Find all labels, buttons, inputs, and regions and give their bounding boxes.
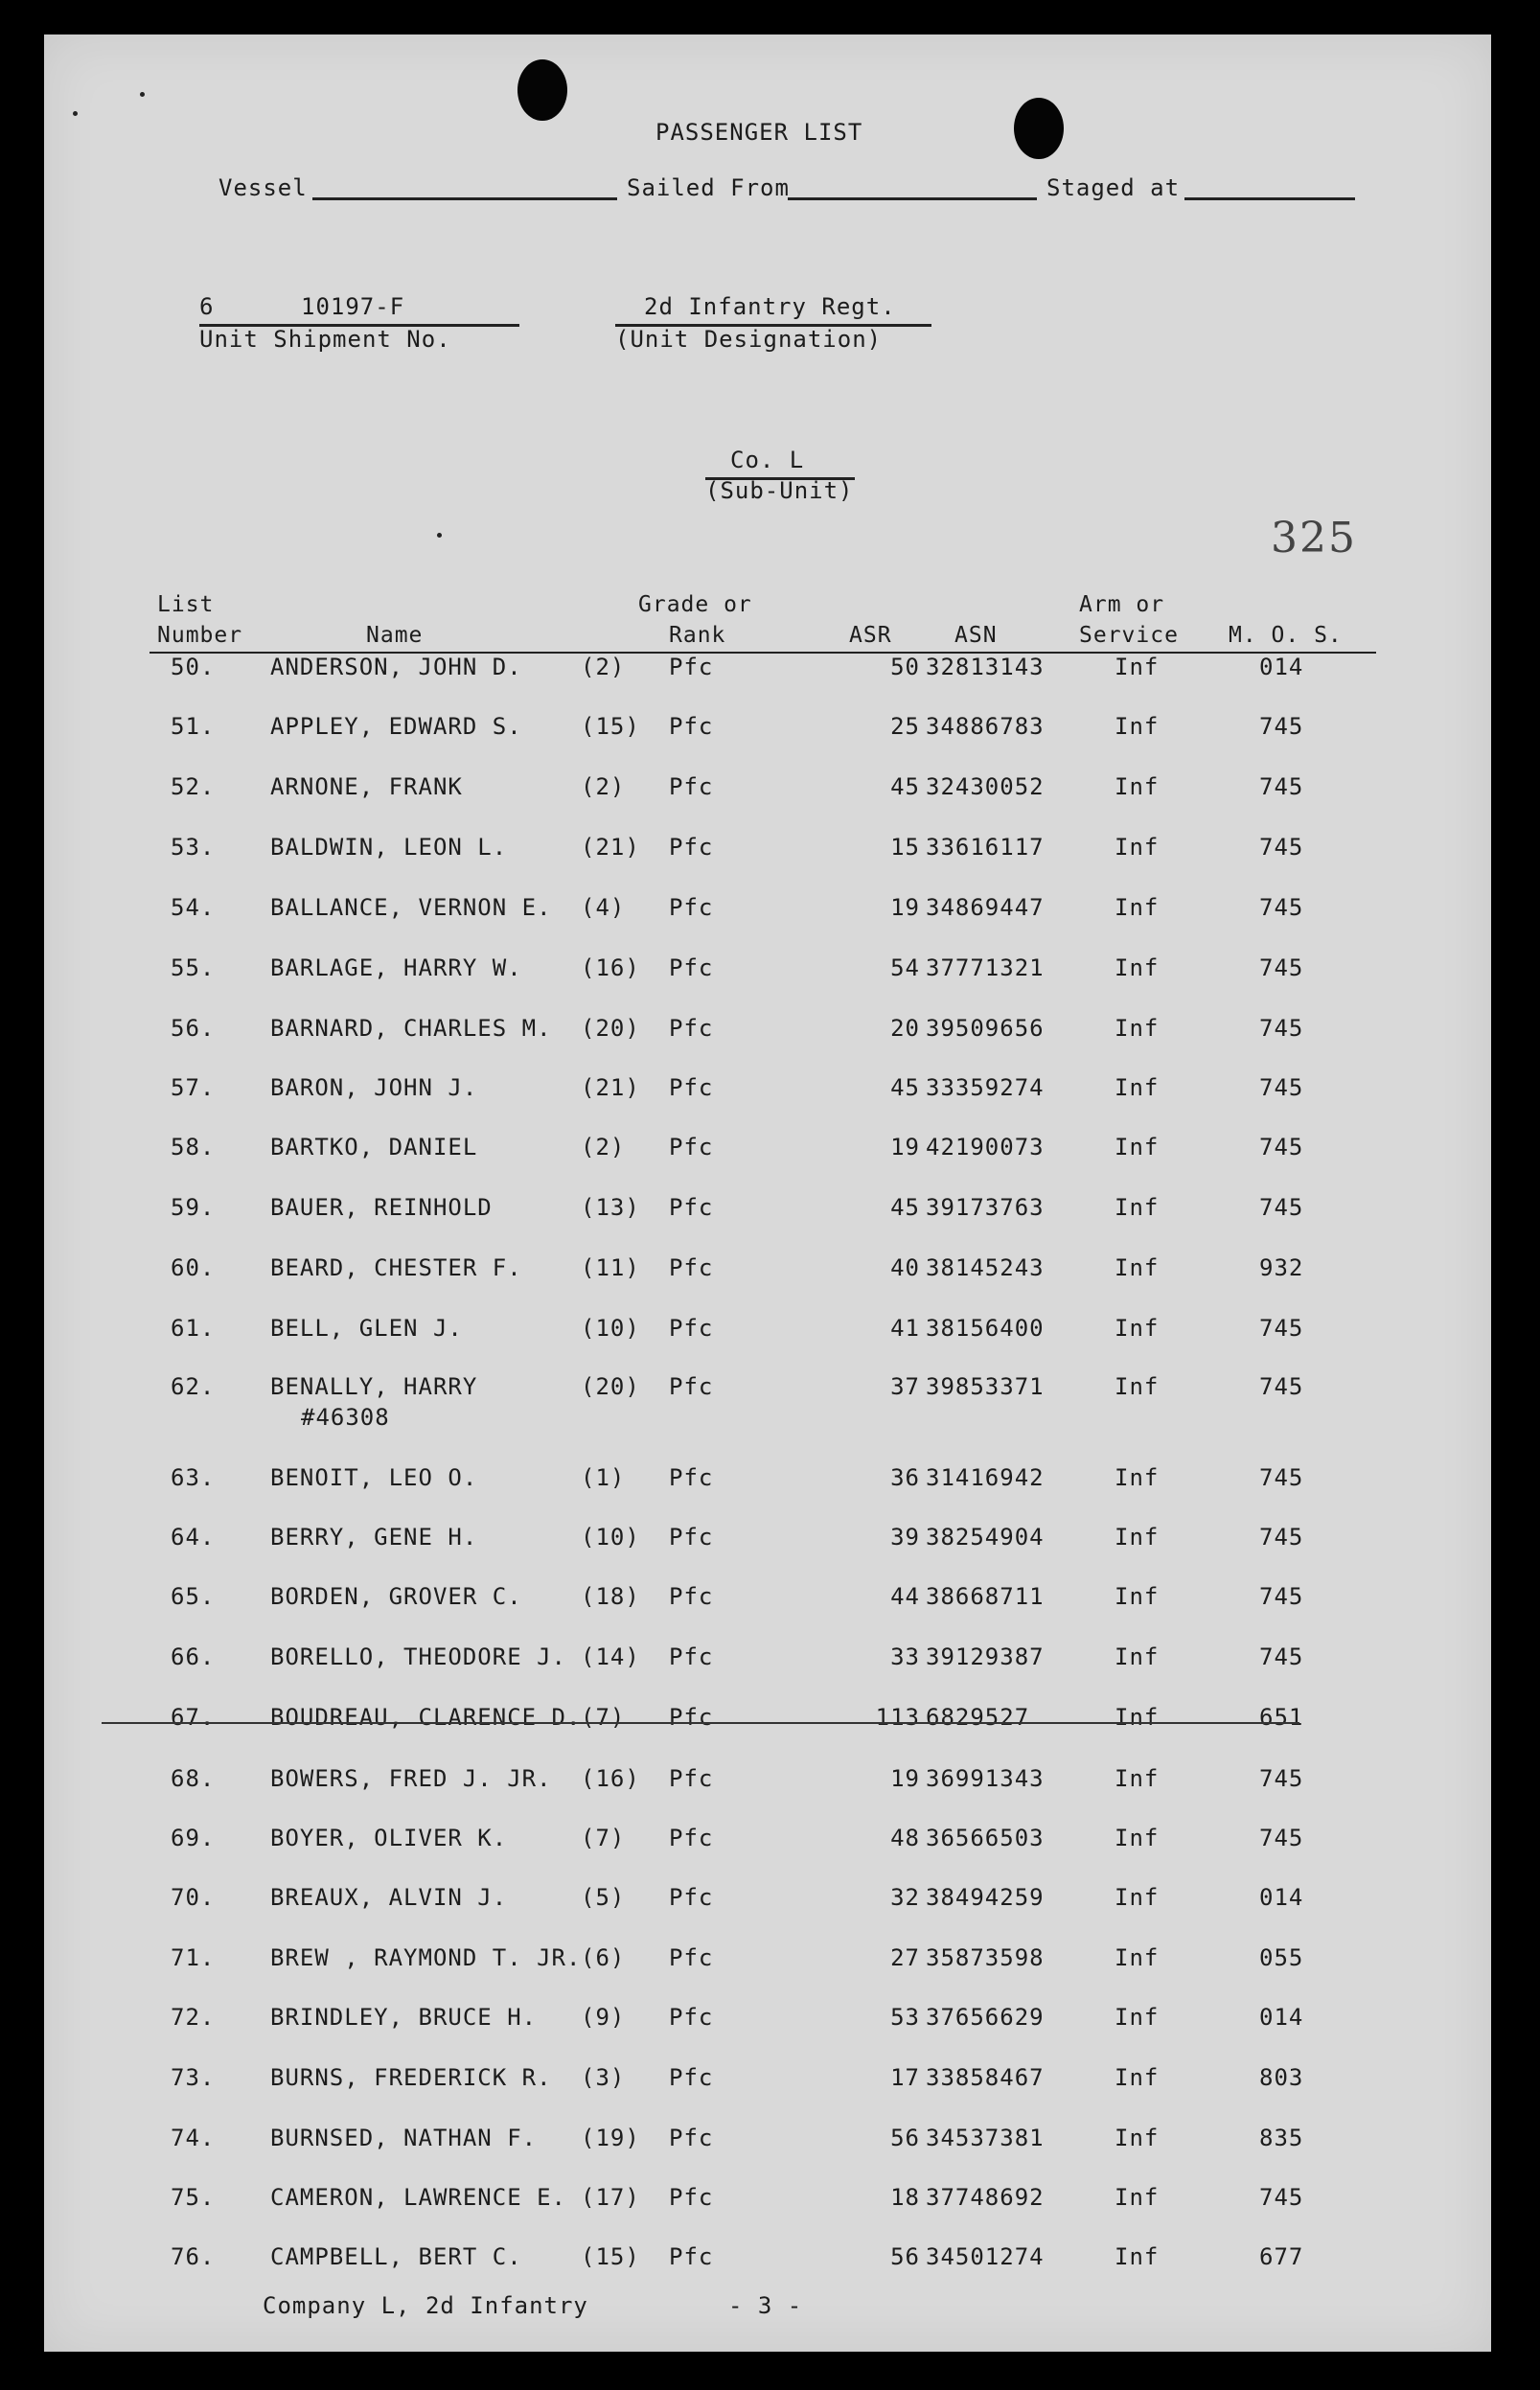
grade-code: (17) (581, 2184, 640, 2211)
mos-code: 745 (1259, 954, 1304, 981)
document-page (44, 34, 1491, 2352)
passenger-name: ANDERSON, JOHN D. (270, 654, 522, 680)
table-row (44, 1194, 1491, 1232)
col-header-list-1: List (157, 592, 215, 617)
grade-code: (6) (581, 1944, 626, 1971)
passenger-name: BELL, GLEN J. (270, 1315, 463, 1342)
asr-value: 44 (890, 1583, 920, 1610)
mos-code: 014 (1259, 2004, 1304, 2031)
passenger-name: BEARD, CHESTER F. (270, 1254, 522, 1281)
mos-code: 055 (1259, 1944, 1304, 1971)
grade-rank: Pfc (669, 1524, 714, 1551)
list-number: 52. (171, 773, 216, 800)
col-header-mos: M. O. S. (1229, 623, 1343, 648)
mos-code: 745 (1259, 1134, 1304, 1161)
asr-value: 20 (890, 1015, 920, 1042)
passenger-name: BOWERS, FRED J. JR. (270, 1765, 552, 1792)
mos-code: 745 (1259, 1464, 1304, 1491)
list-number: 65. (171, 1583, 216, 1610)
arm-service: Inf (1115, 954, 1160, 981)
passenger-name: BENOIT, LEO O. (270, 1464, 478, 1491)
passenger-name: BORDEN, GROVER C. (270, 1583, 522, 1610)
list-number: 55. (171, 954, 216, 981)
staged-at-line (1184, 197, 1355, 200)
asn-value: 32813143 (926, 654, 1045, 680)
grade-code: (7) (581, 1825, 626, 1851)
passenger-name: BURNSED, NATHAN F. (270, 2125, 538, 2151)
grade-code: (21) (581, 1074, 640, 1101)
arm-service: Inf (1115, 1373, 1160, 1400)
grade-rank: Pfc (669, 1373, 714, 1400)
col-header-asn: ASN (954, 623, 998, 648)
grade-rank: Pfc (669, 834, 714, 861)
grade-rank: Pfc (669, 1254, 714, 1281)
grade-rank: Pfc (669, 1015, 714, 1042)
grade-code: (16) (581, 954, 640, 981)
mos-code: 745 (1259, 1583, 1304, 1610)
list-number: 62. (171, 1373, 216, 1400)
asr-value: 37 (890, 1373, 920, 1400)
mos-code: 745 (1259, 834, 1304, 861)
list-number: 69. (171, 1825, 216, 1851)
asr-value: 25 (890, 713, 920, 740)
passenger-name: CAMERON, LAWRENCE E. (270, 2184, 566, 2211)
asr-value: 18 (890, 2184, 920, 2211)
list-number: 66. (171, 1643, 216, 1670)
asn-value: 33359274 (926, 1074, 1045, 1101)
grade-code: (16) (581, 1765, 640, 1792)
table-row (44, 2184, 1491, 2222)
col-header-grade-1: Grade or (638, 592, 752, 617)
arm-service: Inf (1115, 1015, 1160, 1042)
asr-value: 45 (890, 1194, 920, 1221)
unit-shipment-value: 10197-F (301, 293, 405, 320)
mos-code: 745 (1259, 1373, 1304, 1400)
strikethrough-line (102, 1722, 1299, 1724)
list-number: 71. (171, 1944, 216, 1971)
grade-rank: Pfc (669, 2004, 714, 2031)
grade-code: (9) (581, 2004, 626, 2031)
table-row (44, 773, 1491, 812)
mos-code: 745 (1259, 1643, 1304, 1670)
table-row (44, 1704, 1491, 1742)
asn-value: 31416942 (926, 1464, 1045, 1491)
grade-code: (21) (581, 834, 640, 861)
asn-value: 6829527 (926, 1704, 1030, 1731)
arm-service: Inf (1115, 1884, 1160, 1911)
passenger-name: BERRY, GENE H. (270, 1524, 478, 1551)
grade-rank: Pfc (669, 1704, 714, 1731)
unit-shipment-label: Unit Shipment No. (199, 326, 451, 353)
asn-value: 32430052 (926, 773, 1045, 800)
speck (437, 533, 442, 538)
passenger-note: #46308 (301, 1404, 390, 1431)
asn-value: 37656629 (926, 2004, 1045, 2031)
asn-value: 38494259 (926, 1884, 1045, 1911)
table-row (44, 954, 1491, 993)
grade-code: (2) (581, 654, 626, 680)
mos-code: 745 (1259, 1194, 1304, 1221)
col-header-arm-1: Arm or (1079, 592, 1165, 617)
asn-value: 38145243 (926, 1254, 1045, 1281)
passenger-name: BOUDREAU, CLARENCE D. (270, 1704, 582, 1731)
asn-value: 33858467 (926, 2064, 1045, 2091)
page-stamp-number: 325 (1271, 514, 1357, 563)
speck (140, 92, 145, 97)
arm-service: Inf (1115, 773, 1160, 800)
passenger-name: BENALLY, HARRY (270, 1373, 478, 1400)
grade-code: (15) (581, 2243, 640, 2270)
asn-value: 39853371 (926, 1373, 1045, 1400)
table-row (44, 1015, 1491, 1053)
unit-designation-label: (Unit Designation) (615, 326, 883, 353)
asr-value: 48 (890, 1825, 920, 1851)
table-row (44, 894, 1491, 932)
passenger-name: BALLANCE, VERNON E. (270, 894, 552, 921)
asn-value: 38156400 (926, 1315, 1045, 1342)
list-number: 59. (171, 1194, 216, 1221)
mos-code: 932 (1259, 1254, 1304, 1281)
asn-value: 34869447 (926, 894, 1045, 921)
asn-value: 39509656 (926, 1015, 1045, 1042)
arm-service: Inf (1115, 1134, 1160, 1161)
asn-value: 34501274 (926, 2243, 1045, 2270)
grade-rank: Pfc (669, 1884, 714, 1911)
arm-service: Inf (1115, 1825, 1160, 1851)
table-row (44, 1944, 1491, 1983)
grade-rank: Pfc (669, 2125, 714, 2151)
asr-value: 50 (890, 654, 920, 680)
grade-code: (18) (581, 1583, 640, 1610)
mos-code: 677 (1259, 2243, 1304, 2270)
list-number: 50. (171, 654, 216, 680)
mos-code: 745 (1259, 1315, 1304, 1342)
passenger-name: BREAUX, ALVIN J. (270, 1884, 508, 1911)
arm-service: Inf (1115, 1944, 1160, 1971)
grade-code: (10) (581, 1524, 640, 1551)
table-row (44, 1134, 1491, 1172)
passenger-name: APPLEY, EDWARD S. (270, 713, 522, 740)
asn-value: 38254904 (926, 1524, 1045, 1551)
list-number: 73. (171, 2064, 216, 2091)
unit-shipment-prefix: 6 (199, 293, 215, 320)
grade-code: (4) (581, 894, 626, 921)
list-number: 56. (171, 1015, 216, 1042)
table-row (44, 1884, 1491, 1922)
asr-value: 45 (890, 1074, 920, 1101)
asn-value: 42190073 (926, 1134, 1045, 1161)
asr-value: 19 (890, 1134, 920, 1161)
grade-rank: Pfc (669, 713, 714, 740)
list-number: 74. (171, 2125, 216, 2151)
grade-rank: Pfc (669, 1315, 714, 1342)
list-number: 60. (171, 1254, 216, 1281)
grade-code: (1) (581, 1464, 626, 1491)
passenger-name: BORELLO, THEODORE J. (270, 1643, 566, 1670)
asr-value: 53 (890, 2004, 920, 2031)
passenger-name: BARON, JOHN J. (270, 1074, 478, 1101)
table-row (44, 2064, 1491, 2103)
table-row (44, 1583, 1491, 1621)
asn-value: 34537381 (926, 2125, 1045, 2151)
asr-value: 56 (890, 2125, 920, 2151)
mos-code: 745 (1259, 1015, 1304, 1042)
arm-service: Inf (1115, 894, 1160, 921)
table-row (44, 1254, 1491, 1293)
mos-code: 014 (1259, 654, 1304, 680)
col-header-list-2: Number (157, 623, 243, 648)
passenger-name: BOYER, OLIVER K. (270, 1825, 508, 1851)
asn-value: 39173763 (926, 1194, 1045, 1221)
mos-code: 745 (1259, 1524, 1304, 1551)
grade-code: (10) (581, 1315, 640, 1342)
passenger-name: CAMPBELL, BERT C. (270, 2243, 522, 2270)
grade-code: (13) (581, 1194, 640, 1221)
asr-value: 36 (890, 1464, 920, 1491)
list-number: 64. (171, 1524, 216, 1551)
asn-value: 33616117 (926, 834, 1045, 861)
arm-service: Inf (1115, 834, 1160, 861)
asn-value: 36566503 (926, 1825, 1045, 1851)
asr-value: 27 (890, 1944, 920, 1971)
table-row (44, 1074, 1491, 1113)
table-row (44, 1373, 1491, 1431)
list-number: 54. (171, 894, 216, 921)
unit-designation-value: 2d Infantry Regt. (644, 293, 896, 320)
punch-hole (517, 59, 567, 121)
list-number: 75. (171, 2184, 216, 2211)
col-header-grade-2: Rank (669, 623, 726, 648)
arm-service: Inf (1115, 654, 1160, 680)
staged-at-label: Staged at (1046, 174, 1181, 201)
grade-rank: Pfc (669, 2243, 714, 2270)
table-row (44, 2004, 1491, 2042)
asr-value: 45 (890, 773, 920, 800)
table-row (44, 2125, 1491, 2163)
list-number: 51. (171, 713, 216, 740)
mos-code: 745 (1259, 713, 1304, 740)
grade-rank: Pfc (669, 954, 714, 981)
arm-service: Inf (1115, 2243, 1160, 2270)
passenger-name: BREW , RAYMOND T. JR. (270, 1944, 582, 1971)
mos-code: 835 (1259, 2125, 1304, 2151)
grade-code: (14) (581, 1643, 640, 1670)
grade-rank: Pfc (669, 1643, 714, 1670)
arm-service: Inf (1115, 2064, 1160, 2091)
sub-unit-value: Co. L (730, 447, 805, 473)
grade-code: (5) (581, 1884, 626, 1911)
asr-value: 19 (890, 1765, 920, 1792)
grade-code: (20) (581, 1015, 640, 1042)
footer-unit: Company L, 2d Infantry (263, 2292, 588, 2319)
grade-code: (7) (581, 1704, 626, 1731)
grade-rank: Pfc (669, 1194, 714, 1221)
page-title: PASSENGER LIST (655, 119, 863, 146)
arm-service: Inf (1115, 1315, 1160, 1342)
punch-hole (1014, 98, 1064, 159)
col-header-name: Name (366, 623, 424, 648)
footer-page-number: - 3 - (728, 2292, 803, 2319)
speck (73, 111, 78, 116)
table-row (44, 1464, 1491, 1503)
list-number: 72. (171, 2004, 216, 2031)
asn-value: 37748692 (926, 2184, 1045, 2211)
table-row (44, 1524, 1491, 1562)
arm-service: Inf (1115, 1524, 1160, 1551)
mos-code: 745 (1259, 2184, 1304, 2211)
passenger-name: BAUER, REINHOLD (270, 1194, 493, 1221)
mos-code: 745 (1259, 1765, 1304, 1792)
passenger-name: BARLAGE, HARRY W. (270, 954, 522, 981)
sailed-from-label: Sailed From (627, 174, 790, 201)
col-header-asr: ASR (849, 623, 892, 648)
asr-value: 15 (890, 834, 920, 861)
passenger-name: BALDWIN, LEON L. (270, 834, 508, 861)
passenger-name: ARNONE, FRANK (270, 773, 463, 800)
list-number: 61. (171, 1315, 216, 1342)
grade-rank: Pfc (669, 1464, 714, 1491)
asr-value: 33 (890, 1643, 920, 1670)
asr-value: 40 (890, 1254, 920, 1281)
grade-code: (3) (581, 2064, 626, 2091)
asn-value: 39129387 (926, 1643, 1045, 1670)
list-number: 67. (171, 1704, 216, 1731)
asr-value: 113 (875, 1704, 920, 1731)
passenger-name: BURNS, FREDERICK R. (270, 2064, 552, 2091)
asr-value: 32 (890, 1884, 920, 1911)
list-number: 76. (171, 2243, 216, 2270)
grade-code: (15) (581, 713, 640, 740)
grade-rank: Pfc (669, 1765, 714, 1792)
arm-service: Inf (1115, 2004, 1160, 2031)
grade-rank: Pfc (669, 1825, 714, 1851)
asr-value: 56 (890, 2243, 920, 2270)
grade-rank: Pfc (669, 1944, 714, 1971)
table-row (44, 834, 1491, 872)
grade-code: (11) (581, 1254, 640, 1281)
arm-service: Inf (1115, 1254, 1160, 1281)
table-row (44, 654, 1491, 692)
asn-value: 36991343 (926, 1765, 1045, 1792)
passenger-name: BARTKO, DANIEL (270, 1134, 478, 1161)
grade-rank: Pfc (669, 2064, 714, 2091)
asn-value: 38668711 (926, 1583, 1045, 1610)
list-number: 53. (171, 834, 216, 861)
arm-service: Inf (1115, 1074, 1160, 1101)
mos-code: 803 (1259, 2064, 1304, 2091)
asn-value: 34886783 (926, 713, 1045, 740)
grade-rank: Pfc (669, 654, 714, 680)
mos-code: 651 (1259, 1704, 1304, 1731)
grade-code: (2) (581, 1134, 626, 1161)
vessel-line (312, 197, 617, 200)
mos-code: 014 (1259, 1884, 1304, 1911)
list-number: 68. (171, 1765, 216, 1792)
list-number: 58. (171, 1134, 216, 1161)
list-number: 57. (171, 1074, 216, 1101)
grade-rank: Pfc (669, 1074, 714, 1101)
asr-value: 41 (890, 1315, 920, 1342)
grade-code: (19) (581, 2125, 640, 2151)
grade-code: (20) (581, 1373, 640, 1400)
asr-value: 17 (890, 2064, 920, 2091)
sailed-from-line (788, 197, 1037, 200)
mos-code: 745 (1259, 1074, 1304, 1101)
passenger-name: BARNARD, CHARLES M. (270, 1015, 552, 1042)
grade-rank: Pfc (669, 2184, 714, 2211)
mos-code: 745 (1259, 773, 1304, 800)
list-number: 70. (171, 1884, 216, 1911)
sub-unit-label: (Sub-Unit) (705, 477, 854, 504)
mos-code: 745 (1259, 894, 1304, 921)
grade-rank: Pfc (669, 894, 714, 921)
table-row (44, 2243, 1491, 2282)
asr-value: 39 (890, 1524, 920, 1551)
arm-service: Inf (1115, 2184, 1160, 2211)
arm-service: Inf (1115, 1704, 1160, 1731)
grade-rank: Pfc (669, 773, 714, 800)
arm-service: Inf (1115, 1643, 1160, 1670)
arm-service: Inf (1115, 1765, 1160, 1792)
table-row (44, 1825, 1491, 1863)
table-row (44, 1643, 1491, 1682)
list-number: 63. (171, 1464, 216, 1491)
arm-service: Inf (1115, 1583, 1160, 1610)
passenger-name: BRINDLEY, BRUCE H. (270, 2004, 538, 2031)
vessel-label: Vessel (218, 174, 308, 201)
table-row (44, 1315, 1491, 1353)
col-header-arm-2: Service (1079, 623, 1179, 648)
arm-service: Inf (1115, 1464, 1160, 1491)
asr-value: 54 (890, 954, 920, 981)
table-row (44, 1765, 1491, 1804)
arm-service: Inf (1115, 713, 1160, 740)
grade-rank: Pfc (669, 1134, 714, 1161)
arm-service: Inf (1115, 1194, 1160, 1221)
table-row (44, 713, 1491, 751)
asn-value: 37771321 (926, 954, 1045, 981)
mos-code: 745 (1259, 1825, 1304, 1851)
asr-value: 19 (890, 894, 920, 921)
grade-code: (2) (581, 773, 626, 800)
grade-rank: Pfc (669, 1583, 714, 1610)
asn-value: 35873598 (926, 1944, 1045, 1971)
arm-service: Inf (1115, 2125, 1160, 2151)
